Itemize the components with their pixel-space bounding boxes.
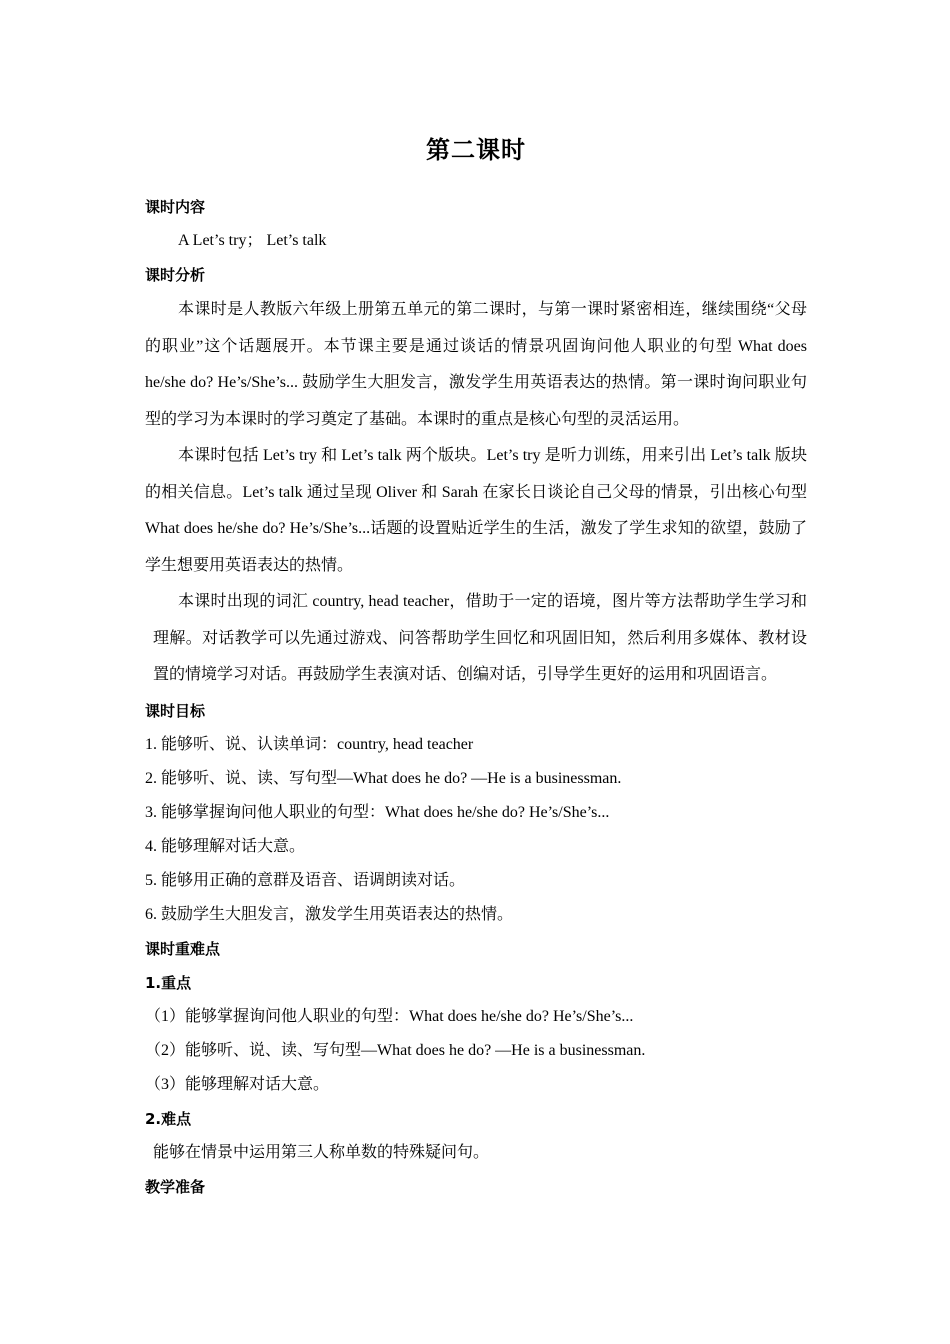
focus-item: （2）能够听、说、读、写句型—What does he do? —He is a businessman. xyxy=(145,1041,646,1059)
focus-item: （1）能够掌握询问他人职业的句型：What does he/she do? He’s/She’s... xyxy=(145,1007,634,1025)
document-page xyxy=(145,128,807,1204)
section-heading-key-points: 课时重难点 xyxy=(145,939,221,958)
lesson-content-text: A Let’s try； Let’s talk xyxy=(178,232,327,249)
goal-item: 4. 能够理解对话大意。 xyxy=(145,837,306,855)
goal-item: 5. 能够用正确的意群及语音、语调朗读对话。 xyxy=(145,871,466,889)
goal-item: 6. 鼓励学生大胆发言，激发学生用英语表达的热情。 xyxy=(145,905,514,923)
page-title: 第二课时 xyxy=(426,136,526,164)
focus-heading: 1.重点 xyxy=(145,973,192,992)
section-heading-content: 课时内容 xyxy=(145,198,206,216)
difficulty-heading: 2.难点 xyxy=(145,1109,192,1128)
analysis-paragraph: 本课时包括 Let’s try 和 Let’s talk 两个版块。Let’s try 是听力训练，用来引出 Let’s talk 版块的相关信息。Let’s talk 通过呈现 Oliver 和 Sarah 在家长日谈论自己父母的情景，引出核心句型 What does he/she do? He’s/She’s...话题的设置贴近学生的生活，激发了学生求知的欲望，鼓励了学生想要用英语表达的热情。 xyxy=(145,447,807,574)
focus-item: （3）能够理解对话大意。 xyxy=(145,1075,330,1093)
section-heading-preparation: 教学准备 xyxy=(145,1177,206,1196)
analysis-paragraph: 本课时出现的词汇 country, head teacher，借助于一定的语境，图片等方法帮助学生学习和理解。对话教学可以先通过游戏、问答帮助学生回忆和巩固旧知，然后利用多媒体、教材设置的情境学习对话。再鼓励学生表演对话、创编对话，引导学生更好的运用和巩固语言。 xyxy=(153,593,807,683)
goal-item: 1. 能够听、说、认读单词：country, head teacher xyxy=(145,735,474,753)
section-heading-goals: 课时目标 xyxy=(145,701,206,720)
difficulty-text: 能够在情景中运用第三人称单数的特殊疑问句。 xyxy=(153,1143,490,1161)
goal-item: 2. 能够听、说、读、写句型—What does he do? —He is a businessman. xyxy=(145,769,622,787)
goal-item: 3. 能够掌握询问他人职业的句型：What does he/she do? He’s/She’s... xyxy=(145,803,610,821)
section-heading-analysis: 课时分析 xyxy=(145,266,206,284)
analysis-paragraph: 本课时是人教版六年级上册第五单元的第二课时，与第一课时紧密相连，继续围绕“父母的职业”这个话题展开。本节课主要是通过谈话的情景巩固询问他人职业的句型 What does he/she do? He’s/She’s... 鼓励学生大胆发言，激发学生用英语表达的热情。第一课时询问职业句型的学习为本课时的学习奠定了基础。本课时的重点是核心句型的灵活运用。 xyxy=(145,301,807,428)
